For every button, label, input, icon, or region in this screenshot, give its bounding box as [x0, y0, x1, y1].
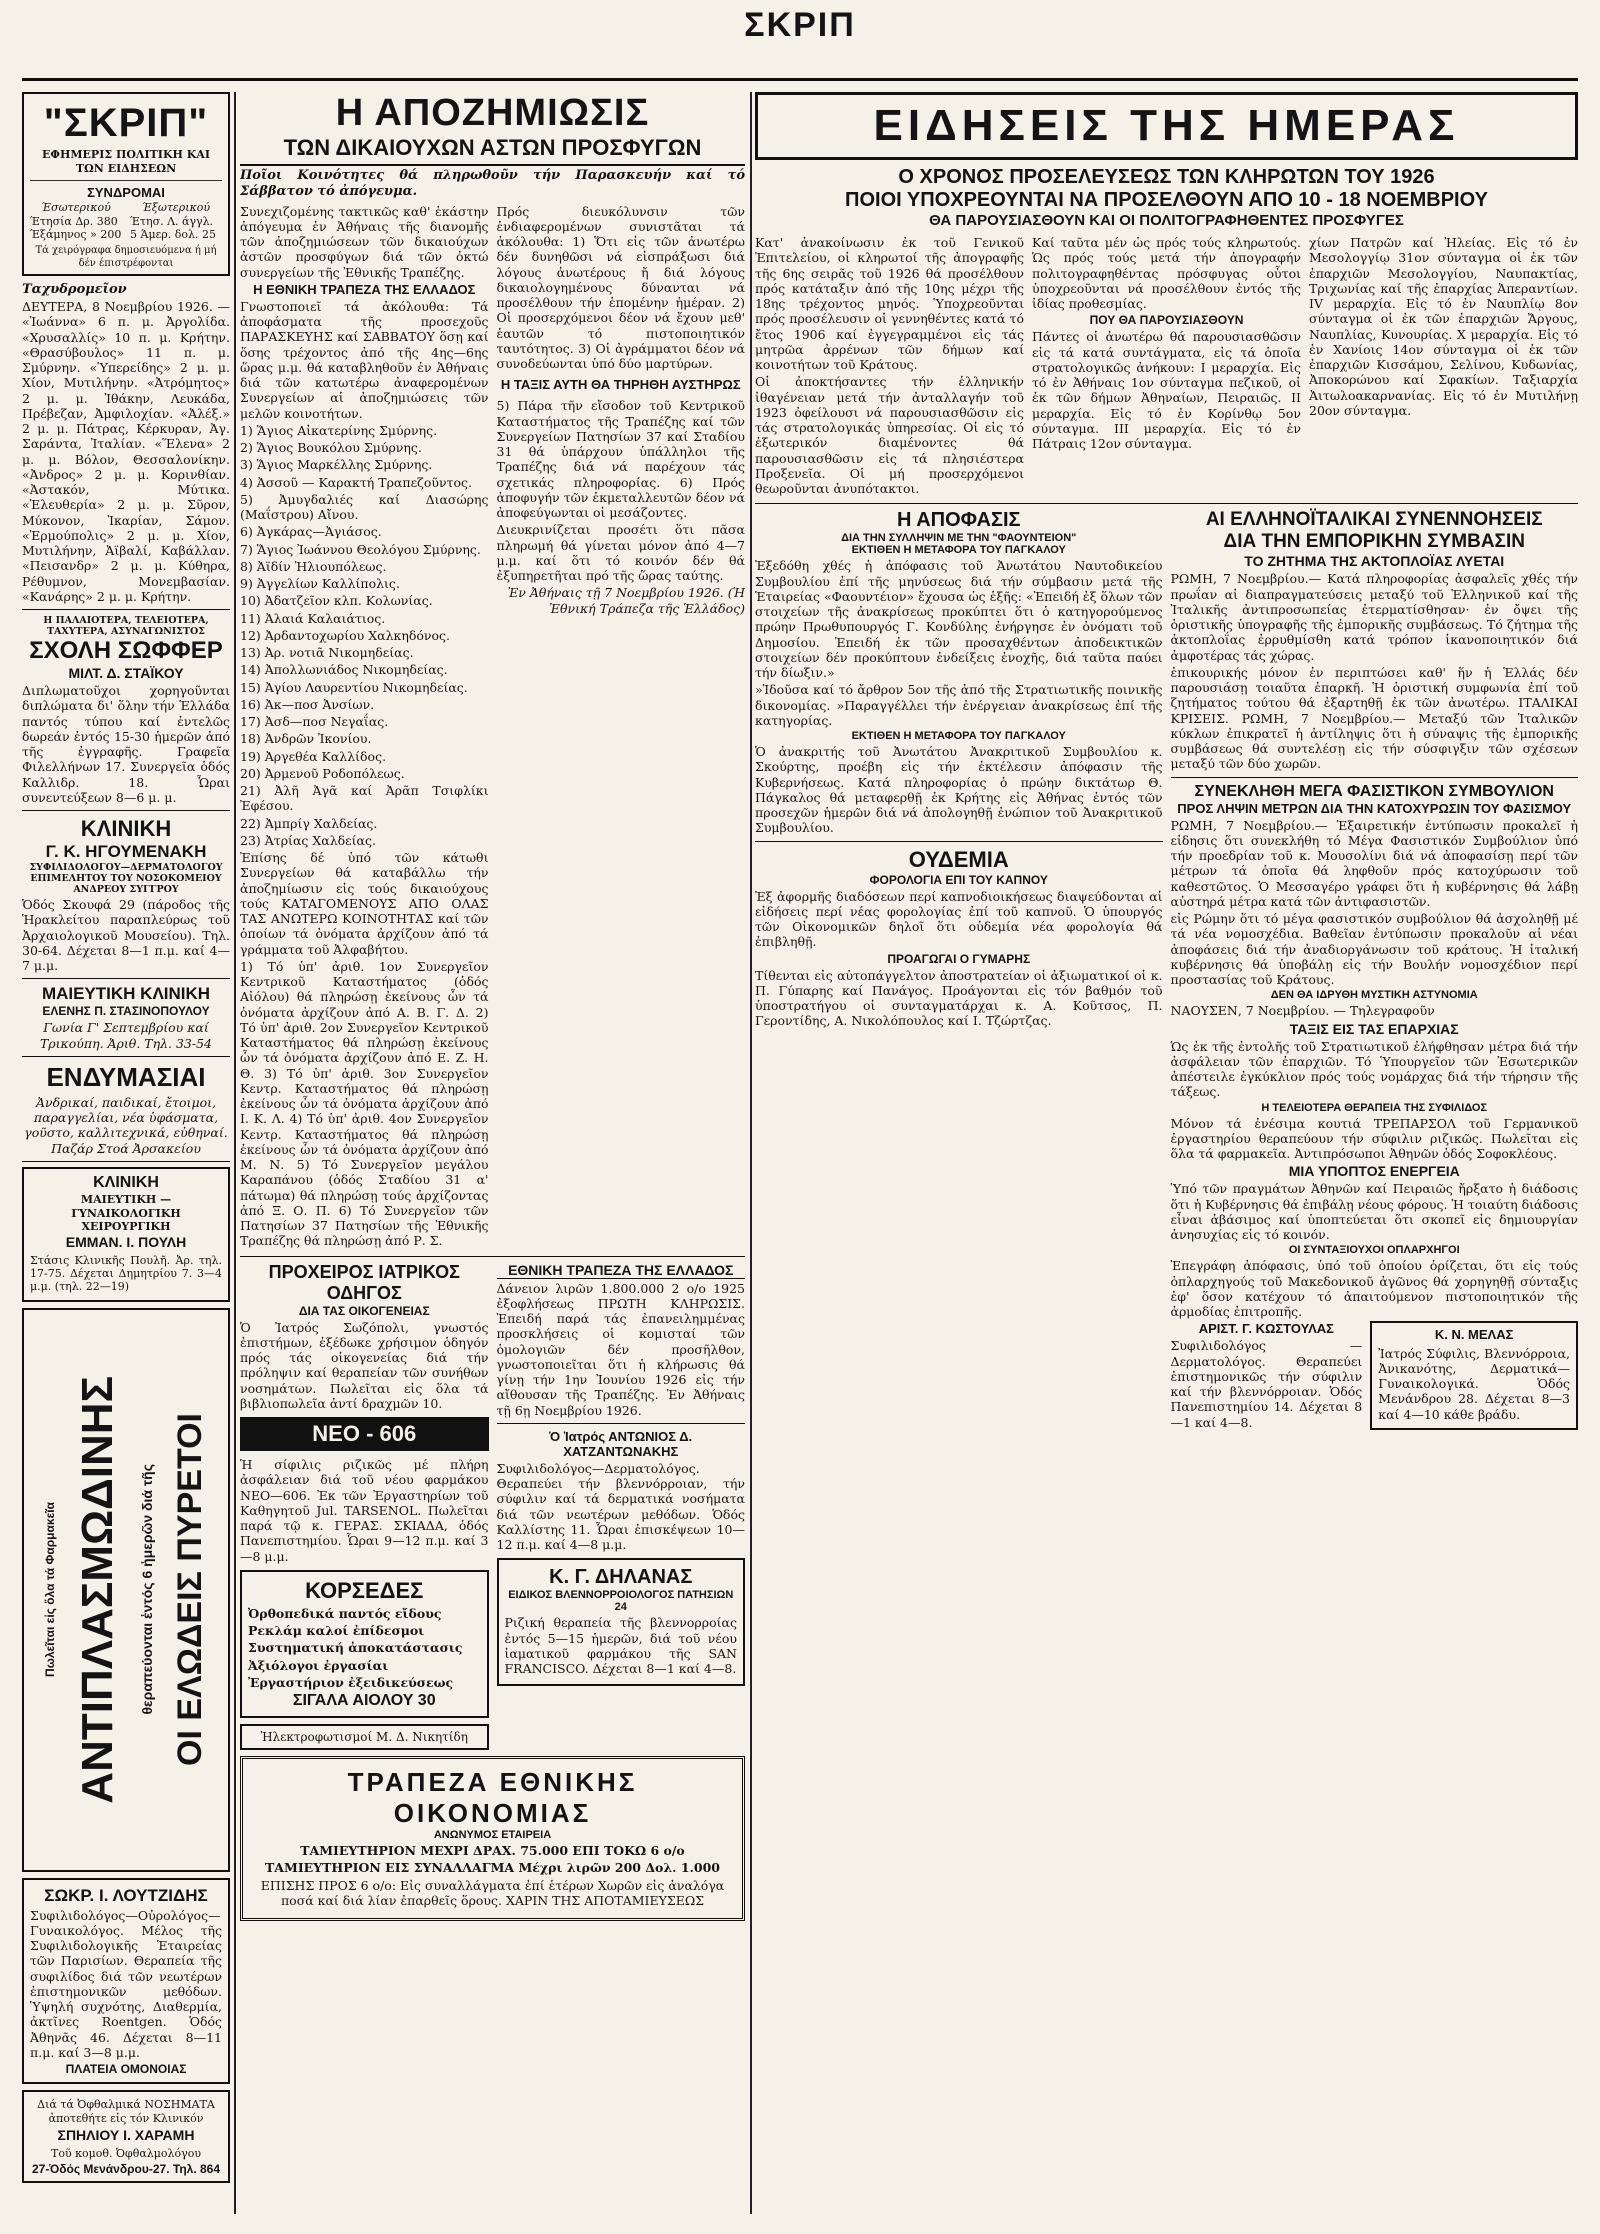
no-tax-text: Ἐξ ἀφορμῆς διαδόσεων περί καπνοδιοικήσεως διαψεύδονται αἱ εἰδήσεις περί νέας φορολογίας ἐπί τοῦ καπνοῦ. Ὁ ὑπουργός τῶν Οἰκονομικῶν δηλοῖ ὅτι οὐδεμία νέα φορολογία θά ἐπιβληθῇ. — [755, 888, 1163, 950]
maternity-ad-title: ΜΑΙΕΥΤΙΚΗ ΚΛΙΝΙΚΗ — [41, 984, 211, 1004]
economy-bank-title: ΤΡΑΠΕΖΑ ΕΘΝΙΚΗΣ ΟΙΚΟΝΟΜΙΑΣ — [347, 1767, 638, 1829]
post-office-section — [22, 282, 230, 604]
gyn-clinic-name: ΕΜΜΑΝ. Ι. ΠΟΥΛΗ — [65, 1234, 187, 1250]
community-list-item: 23) Ἀτρίας Χαλδείας. — [240, 832, 376, 848]
clothing-ad-title: ΕΝΔΥΜΑΣΙΑΙ — [46, 1061, 206, 1092]
post-office-heading: Ταχυδρομεῖον — [22, 282, 127, 297]
fever-remedy-ad — [22, 1308, 230, 1872]
secret-police-text: ΝΑΟΥΣΕΝ, 7 Νοεμβρίου. — Τηλεγραφοῦν — [1170, 1003, 1435, 1019]
foreign-label: Έξωτερικού — [141, 200, 211, 214]
optician-ad-role: Τοῦ κομοθ. Ὀφθαλμολόγου — [50, 2146, 202, 2160]
subscription-rates — [30, 201, 222, 242]
suspicious-heading: ΜΙΑ ΥΠΟΠΤΟΣ ΕΝΕΡΓΕΙΑ — [1288, 1163, 1460, 1180]
italy-subheading-2: ΤΟ ΖΗΤΗΜΑ ΤΗΣ ΑΚΤΟΠΛΟΪΑΣ ΛΥΕΤΑΙ — [1244, 553, 1505, 570]
economy-bank-line: ΤΑΜΙΕΥΤΗΡΙΟΝ ΜΕΧΡΙ ΔΡΑΧ. 75.000 ΕΠΙ ΤΟΚΩ 6 ο/ο — [300, 1843, 685, 1859]
domestic-label: Έσωτερικού — [41, 200, 111, 214]
fascist-heading: ΣΥΝΕΚΛΗΘΗ ΜΕΓΑ ΦΑΣΙΣΤΙΚΟΝ ΣΥΜΒΟΥΛΙΟΝ — [1194, 782, 1554, 800]
maternity-ad-text: Γωνία Γ' Σεπτεμβρίου καί Τρικούπη. Ἀριθ. Τηλ. 33-54 — [39, 1020, 213, 1051]
order-heading: ΤΑΞΙΣ ΕΙΣ ΤΑΣ ΕΠΑΡΧΙΑΣ — [1289, 1020, 1459, 1037]
gyn-clinic-title: ΚΛΙΝΙΚΗ — [93, 1173, 159, 1191]
maternity-ad-name: ΕΛΕΝΗΣ Π. ΣΤΑΣΙΝΟΠΟΥΛΟΥ — [42, 1004, 210, 1019]
daily-news-heading: ΕΙΔΗΣΕΙΣ ΤΗΣ ΗΜΕΡΑΣ — [873, 101, 1460, 150]
right-column — [755, 92, 1578, 2214]
gyn-clinic-subtitle: ΜΑΙΕΥΤΙΚΗ — ΓΥΝΑΙΚΟΛΟΓΙΚΗ ΧΕΙΡΟΥΡΓΙΚΗ — [71, 1192, 181, 1234]
medical-guide-subtitle: ΔΙΑ ΤΑΣ ΟΙΚΟΓΕΝΕΙΑΣ — [298, 1303, 430, 1318]
korsedes-shop: ΣΙΓΑΛΑ ΑΙΟΛΟΥ 30 — [292, 1692, 436, 1710]
manuscript-note: Τά χειρόγραφα δημοσιευόμενα ή μή δέν έπιστρέφονται — [35, 245, 217, 269]
masthead-box — [22, 92, 230, 276]
community-list-item: 3) Ἅγιος Μαρκέλλης Σμύρνης. — [240, 457, 433, 473]
korsedes-line: Ὀρθοπεδικά παντός εἴδους — [248, 1605, 442, 1621]
fever-ad-product: ΑΝΤΙΠΛΑΣΜΩΔΙΝΗΣ — [72, 1375, 122, 1804]
divider — [22, 810, 230, 811]
dilanas-role: ΕΙΔΙΚΟΣ ΒΛΕΝΝΟΡΡΟΙΟΛΟΓΟΣ ΠΑΤΗΣΙΩΝ 24 — [508, 1589, 734, 1614]
community-list-item: 13) Ἀρ. νοτιᾶ Νικομηδείας. — [240, 645, 414, 661]
community-list-item: 12) Ἀρδαντοχωρίου Χαλκηδόνος. — [240, 627, 450, 643]
bank-announcement-title: Η ΕΘΝΙΚΗ ΤΡΑΠΕΖΑ ΤΗΣ ΕΛΛΑΔΟΣ — [253, 281, 476, 297]
community-list-item: 11) Ἀλαιά Καλαιάτιος. — [240, 610, 386, 626]
divider — [240, 1256, 745, 1257]
clinic-ad-role: ΣΥΦΙΛΙΔΟΛΟΓΟΥ—ΔΕΡΜΑΤΟΛΟΓΟΥ ΕΠΙΜΕΛΗΤΟΥ ΤΟΥ ΝΟΣΟΚΟΜΕΙΟΥ ΑΝΔΡΕΟΥ ΣΥΓΓΡΟΥ — [29, 862, 223, 895]
community-list-item: 6) Ἀγκάρας—Ἀγιάσος. — [240, 524, 382, 540]
korsedes-line: Ρεκλάμ καλοί ἐπίδεσμοι — [248, 1623, 425, 1639]
divider — [30, 180, 222, 181]
community-list-item: 19) Ἀργεθέα Καλλίδος. — [240, 748, 387, 764]
right-lower-section — [755, 509, 1578, 1436]
divider — [22, 609, 230, 610]
doctor4-text: Ἰατρός Σύφιλις, Βλεννόρροια, Ἀνικανότης, Δερματικά—Γυναικολογικά. Ὁδός Μενάνδρου 28. Δέχεται 8—3 καί 4—10 κάθε βράδυ. — [1378, 1345, 1570, 1422]
compensation-text-f: 5) Πάρα τῆν εἴσοδον τοῦ Κεντρικοῦ Καταστήματος τῆς Τραπέζης καί τῶν Συνεργείων Πατησίων 37 καί Σταδίου 31 θά ὑπάρχουν ὑπάλληλοι τῆς Τραπέζης διά νά παρέχουν τάς σχετικάς πληροφορίας. 6) Πρός ἀποφυγήν τῶν ἐκμεταλλευτῶν δέον νά ἀποφεύγωνται οἱ μεσάζοντες. — [496, 398, 745, 521]
compensation-text-b: Γνωστοποιεῖ τά ἀκόλουθα: Τά ἀποφάσματα τῆς προσεχοῦς ΠΑΡΑΣΚΕΥΗΣ καί ΣΑΒΒΑΤΟΥ ὅσῃ καί ὅσης τρέχοντος ἀπό τῆς 4ης—6ης ὥρας μ.μ. θά καταβληθοῦν ἐν Ἀθήναις διά τῶν κατωτέρω ἀναφερομένων Συνεργείων αἱ ἀποζημιώσεις τῶν μελῶν κοινοτήτων. — [240, 298, 489, 421]
korsedes-title: ΚΟΡΣΕΔΕΣ — [305, 1577, 424, 1603]
divider — [22, 1056, 230, 1057]
compensation-text-c: Ἐπίσης δέ ὑπό τῶν κάτωθι Συνεργείων θά καταβάλλω τήν ἀποζημίωσιν εἰς τούς δικαιούχους τούς ΚΑΤΑΓΟΜΕΝΟΥΣ ΑΠΟ ΟΛΑΣ ΤΑΣ ΑΝΩΤΕΡΩ ΚΟΙΝΟΤΗΤΑΣ καί τῶν ὁποίων τά ὀνόματα ἀρχίζουν ἀπό τά γράμματα τοῦ Ἀλφαβήτου. — [240, 850, 489, 957]
column-divider — [234, 92, 236, 2214]
daily-news-banner — [755, 92, 1578, 160]
post-office-text: ΔΕΥΤΕΡΑ, 8 Νοεμβρίου 1926. — «Ἰωάννα» 6 π. μ. Ἀργολίδα. «Χρυσαλλίς» 10 π. μ. Κρήτην. «Θρασύβουλος» 11 π. μ. Σμύρνην. «Ὑπερείδης» 2 μ. μ. Χίον, Μυτιλήνην. «Ἀτρόμητος» 2 μ. μ. Ἰθάκην, Λευκάδα, Πρέβεζαν, Ἀμφιλοχίαν. «Ἀλέξ.» 2 μ. μ. Πάτρας, Κέρκυραν, Ἀγ. Σαράντα, Ἰταλίαν. «Ἕλενα» 2 μ. μ. Βόλον, Θεσσαλονίκην. «Ἀνδρος» 2 μ. μ. Κορινθίαν. «Ἀστακόν, Μύτικα. «Ἐλευθερία» 2 μ. μ. Σῦρον, Μύκονον, Ἰκαρίαν, Σάμον. «Ἐρμούπολις» 2 μ. μ. Χίον, Μυτιλήνην, Ἀϊβαλί, Καβάλλαν. «Πεισανδρ» 2 μ. μ. Κύθηρα, Ρέθυμνον, Μονεμβασίαν. «Κανάρης» 2 μ. μ. Κρήτην. — [22, 299, 230, 604]
units-text: χίων Πατρῶν καί Ἠλείας. Εἰς τό ἐν Μεσολογγίῳ 31ον σύνταγμα οἱ ἐκ τῶν ἐπαρχιῶν Μεσολογγίου, Ναυπακτίας, Τριχωνίας καί τῆς ἐπαρχίας Ἀπεραντίων. IV μεραρχία. Εἰς τό ἐν Ναυπλίῳ 8ον σύνταγμα οἱ ἐκ τῶν ἐπαρχιῶν Ἄργους, Ναυπλίας, Κυνουρίας. X μεραρχία. Εἰς τό ἐν Χανίοις 14ον σύνταγμα οἱ ἐκ τῶν ἐπαρχιῶν Κισσάμου, Σελίνου, Κυδωνίας, Ἀποκορώνου καί Σφακίων. Ταξιαρχία Ἀιτωλοακαρνανίας. Εἰς τό ἐν Μυτιλήνῃ 20ον σύνταγμα. — [1309, 235, 1578, 418]
domestic-rates: Έτησία Δρ. 380 Έξάμηνος » 200 — [30, 214, 122, 242]
community-list-item: 1) Ἅγιος Αἰκατερίνης Σμύρνης. — [240, 422, 438, 438]
doctor3-text: Συφιλιδολόγος — Δερματολόγος. Θεραπεύει ἐπιστημονικῶς τήν σύφιλιν καί τήν βλεννόρροιαν. Ὁδός Πανεπιστημίου 14. Δέχεται 8—1 καί 4—8. — [1170, 1338, 1363, 1430]
school-ad-text: Διπλωματοῦχοι χορηγοῦνται διπλώματα δι' ὅλην τήν Ἑλλάδα παντός τύπου καί ἐντελῶς δωρεάν ἐντός 15-30 ἡμερῶν ἀπό τῆς ἐγγραφῆς. Γραφεῖα Φιλελλήνων 17. Συνεργεῖα ὁδός Καλλιδρ. 18. Ὧραι συνεντεύξεων 8—6 μ. μ. — [22, 683, 230, 805]
neo606-text: Ἡ σίφιλις ριζικῶς μέ πλήρη ἀσφάλειαν διά τοῦ νέου φαρμάκου ΝΕΟ—606. Ἐκ τῶν Ἐργαστηρίων τοῦ Καθηγητοῦ Jul. TARSENOL. Πωλεῖται παρά τῷ κ. ΓΕΡΑΣ. ΣΚΙΑΔΑ, ὁδός Πανεπιστημίου. Ὧραι 9—12 π.μ. καί 3—8 μ.μ. — [240, 1457, 489, 1564]
fascist-right-text: εἰς Ρώμην ὅτι τό μέγα φασιστικόν συμβούλιον θά ἀσχοληθῇ μέ τά νέα νομοσχέδια. Βαθεῖαν ἐντύπωσιν προκαλοῦν αἱ νέαι ἀποφάσεις διά τήν ἀναδιοργάνωσιν τοῦ κράτους. Ἡ ἰταλική κυβέρνησις θά ὑποβάλῃ εἰς τήν Βουλήν νομοσχέδιον περί προστασίας τοῦ Κράτους. — [1170, 911, 1578, 987]
community-list-item: 4) Ἀσσοῦ — Καρακτή Τραπεζοῦντος. — [240, 474, 472, 490]
fever-ad-claim: θεραπεύονται ἐντός 6 ἡμερῶν διά τῆς — [138, 1464, 155, 1715]
fascist-subheading: ΠΡΟΣ ΛΗΨΙΝ ΜΕΤΡΩΝ ΔΙΑ ΤΗΝ ΚΑΤΟΧΥΡΩΣΙΝ ΤΟΥ ΦΑΣΙΣΜΟΥ — [1177, 800, 1572, 816]
italy-subheading: ΔΙΑ ΤΗΝ ΕΜΠΟΡΙΚΗΝ ΣΥΜΒΑΣΙΝ — [1223, 531, 1525, 553]
compensation-heading: Η ΑΠΟΖΗΜΙΩΣΙΣ — [335, 92, 650, 134]
italy-right-text: ἐπικουρικής μόνον ἐν περιπτώσει καθ' ἥν ἡ Ἑλλάς δέν παρουσιάσῃ τοιαῦτα ἐπαρκῆ. Ἡ ὁριστική συμφωνία ἐπί τοῦ ζητήματος τούτου θά ἐξαρτηθῇ ἐκ τῶν ἀνωτέρω. ΙΤΑΛΙΚΑΙ ΚΡΙΣΕΙΣ. ΡΩΜΗ, 7 Νοεμβρίου.— Μεταξύ τῶν Ἰταλικῶν κύκλων ἐπικρατεῖ ἡ ἀντίληψις ὅτι ἡ σύναψις τῆς ἐμπορικῆς συμβάσεως θά συντελέσῃ εἰς τήν σύσφιγξιν τῶν σχέσεων μεταξύ τῶν δύο χωρῶν. — [1170, 664, 1578, 772]
doctor4-name: Κ. Ν. ΜΕΛΑΣ — [1434, 1327, 1514, 1343]
medical-guide-text: Ὁ Ἰατρός Σωζόπολι, γνωστός ἐπιστήμων, ἐξέδωκε χρήσιμον ὁδηγόν πρός τάς οἰκογενείας διά τήν πρόληψιν καί θεραπείαν τῶν συνήθων νοσημάτων. Πωλεῖται εἰς ὅλα τά βιβλιοπωλεῖα ἀντί δραχμῶν 10. — [240, 1319, 489, 1411]
fascist-text: ΡΩΜΗ, 7 Νοεμβρίου.— Ἐξαιρετικήν ἐντύπωσιν προκαλεῖ ἡ εἰδησις ὅτι συνεκλήθη τό Μέγα Φασιστικόν Συμβούλιον ὑπό τήν προεδρίαν τοῦ κ. Μουσολίνι διά νά ἀποφασίσῃ περί τῶν μέτρων τά ὁποῖα θά ληφθοῦν πρός κατοχύρωσιν τοῦ καθεστῶτος. Ὁ Μεσσαγέρο γράφει ὅτι ἡ κυβέρνησις θά λάβῃ αὐστηρά μέτρα κατά τῶν ἀντιφασιστῶν. — [1170, 817, 1578, 909]
page-header — [0, 0, 1600, 92]
doctor-ad — [22, 1878, 230, 2085]
school-ad — [22, 615, 230, 805]
community-list-item: 14) Ἀπολλωνιάδος Νικομηδείας. — [240, 662, 448, 678]
community-list-item: 9) Ἀγγελίων Καλλίπολις. — [240, 576, 400, 592]
dilanas-name: Κ. Γ. ΔΗΛΑΝΑΣ — [549, 1566, 693, 1589]
treatment-text: Μόνον τά ἐνέσιμα κουτιά ΤΡΕΠΑΡΣΟΛ τοῦ Γερμανικοῦ ἐργαστηρίου θεραπεύουν τήν σύφιλιν ριζικῶς. Πωλεῖται εἰς ὅλα τά φαρμακεῖα. Ἀντιπρόσωποι Ἀθηνῶν ὁδός Σοφοκλέους. — [1170, 1115, 1578, 1161]
header-rule — [22, 78, 1578, 81]
community-list-item: 10) Ἀδατζεῖον κλπ. Κολωνίας. — [240, 593, 433, 609]
divider — [22, 978, 230, 979]
clinic-ad-name: Γ. Κ. ΗΓΟΥΜΕΝΑΚΗ — [45, 842, 207, 861]
draftees-lead-a: Κατ' ἀνακοίνωσιν ἐκ τοῦ Γενικοῦ Ἐπιτελείου, οἱ κληρωτοί τῆς ἀπογραφῆς τῆς 6ης σειρᾶς τοῦ 1926 θά προσέλθουν πρός κατάταξιν ἀπό τῆς 10ης μέχρι τῆς 18ης τρέχοντος μηνός. Ὑποχρεοῦνται πρός προσέλευσιν οἱ γεννηθέντες κατά τό ἔτος 1906 καί ἐγγεγραμμένοι εἰς τάς μητρῶα ἀρρένων τῶν δήμων καί κοινοτήτων τοῦ Κράτους. — [755, 235, 1024, 372]
subscriptions-label: ΣΥΝΔΡΟΜΑΙ — [87, 184, 165, 200]
doctor-ad-footer: ΠΛΑΤΕΙΑ ΟΜΟΝΟΙΑΣ — [65, 2062, 187, 2077]
divider — [22, 1161, 230, 1162]
pensions-heading: ΟΙ ΣΥΝΤΑΞΙΟΥΧΟΙ ΟΠΛΑΡΧΗΓΟΙ — [1288, 1244, 1460, 1257]
secret-police-heading: ΔΕΝ ΘΑ ΙΔΡΥΘΗ ΜΥΣΤΙΚΗ ΑΣΤΥΝΟΜΙΑ — [1270, 989, 1478, 1002]
community-list-item: 15) Ἀγίου Λαυρεντίου Νικομηδείας. — [240, 679, 468, 695]
compensation-subheading: ΤΩΝ ΔΙΚΑΙΟΥΧΩΝ ΑΣΤΩΝ ΠΡΟΣΦΥΓΩΝ — [240, 135, 745, 166]
left-column — [22, 92, 230, 2214]
medical-guide-title: ΠΡΟΧΕΙΡΟΣ ΙΑΤΡΙΚΟΣ ΟΔΗΓΟΣ — [268, 1261, 460, 1303]
decision-side-text: »Ἰδοῦσα καί τό ἄρθρον 5ον τῆς ἀπό τῆς Στρατιωτικῆς ποινικῆς δικονομίας. »Παραγγέλλει τήν ἐνέργειαν ἀνακρίσεως ἐπί τῆς κατηγορίας. — [755, 682, 1163, 728]
dilanas-ad — [497, 1558, 746, 1686]
clinic-ad-title: ΚΛΙΝΙΚΗ — [80, 816, 172, 841]
clinic-ad — [22, 816, 230, 973]
clothing-ad-text: Ἀνδρικαί, παιδικαί, ἔτοιμοι, παραγγελίαι, νέα ὑφάσματα, γοῦστο, καλλιτεχνικά, εὐθηναί. Παζάρ Στοά Ἀρσακείου — [24, 1094, 228, 1156]
no-tax-heading: ΟΥΔΕΜΙΑ — [908, 846, 1009, 872]
optician-ad-name: ΣΠΗΛΙΟΥ Ι. ΧΑΡΑΜΗ — [57, 2127, 195, 2144]
community-list-item: 8) Ἀϊδίν Ἠλιουπόλεως. — [240, 558, 387, 574]
draftees-refugees-line: ΘΑ ΠΑΡΟΥΣΙΑΣΘΟΥΝ ΚΑΙ ΟΙ ΠΟΛΙΤΟΓΡΑΦΗΘΕΝΤΕΣ ΠΡΟΣΦΥΓΕΣ — [929, 212, 1404, 229]
doctor-ad-name: ΣΩΚΡ. Ι. ΛΟΥΤΖΙΔΗΣ — [44, 1885, 208, 1905]
gyn-clinic-text: Στάσις Κλινικῆς Πουλῆ. Ἀρ. τηλ. 17-75. Δέχεται Δημητρίου 7. 3—4 μ.μ. (τηλ. 22—19) — [30, 1253, 222, 1294]
clinic-ad-text: Ὁδός Σκουφά 29 (πάροδος τῆς Ἡρακλείτου παραπλεύρως τοῦ Ἀρχαιολογικοῦ Μουσείου). Τηλ. 30-64. Δέχεται 8—1 π.μ. καί 4—7 μ.μ. — [22, 897, 230, 973]
draftees-subheading: ΠΟΙΟΙ ΥΠΟΧΡΕΟΥΝΤΑΙ ΝΑ ΠΡΟΣΕΛΘΟΥΝ ΑΠΟ 10 - 18 ΝΟΕΜΒΡΙΟΥ — [845, 189, 1488, 211]
divider — [755, 841, 1163, 842]
promotions-text: Τίθενται εἰς αὐτοπάγγελτον ἀποστρατείαν οἱ ἀξιωματικοί οἱ κ. Π. Γύπαρης καί Πανάγος. Προάγονται εἰς τόν βαθμόν τοῦ ὑποστρατήγου οἱ συνταγματάρχαι κ. Α. Κοῦτσος, Π. Γεροντίδης, Α. Νικολόπουλος καί Ι. Τζώρτζας. — [755, 967, 1163, 1029]
newspaper-subtitle: ΕΦΗΜΕΡΙΣ ΠΟΛΙΤΙΚΗ ΚΑΙ ΤΩΝ ΕΙΔΗΣΕΩΝ — [42, 148, 210, 175]
school-ad-title: ΣΧΟΛΗ ΣΩΦΦΕΡ — [29, 637, 223, 664]
community-list-item: 16) Ἀκ—ποσ Ἀνσίων. — [240, 696, 375, 712]
community-list-item: 22) Ἀμπρίγ Χαλδείας. — [240, 815, 378, 831]
community-list-item: 5) Ἀμυγδαλιές καί Διασώρης (Μαΐστρου) Αἴνου. — [240, 491, 489, 523]
gyn-clinic-ad — [22, 1167, 230, 1302]
optician-ad-intro: Διά τά Ὀφθαλμικά ΝΟΣΗΜΑΤΑ ἀποτεθήτε εἰς τόν Κλινικόν — [37, 2098, 215, 2125]
warning-heading: Η ΤΑΞΙΣ ΑΥΤΗ ΘΑ ΤΗΡΗΘΗ ΑΥΣΤΗΡΩΣ — [500, 377, 741, 393]
korsedes-line: Συστηματική ἀποκατάστασις — [248, 1640, 463, 1656]
page-masthead: ΣΚΡΙΠ — [744, 6, 856, 44]
draftees-lead-c: Καί ταῦτα μέν ὡς πρός τούς κληρωτούς. Ὡς πρός τούς μετά τήν ἀπογραφήν πολιτογραφηθέντας πρόσφυγας οὗτοι ὑποχρεοῦνται νά προσέλθουν ἐντός τῆς ἰδίας προθεσμίας. — [1032, 235, 1301, 311]
optician-ad-address: 27-Ὁδός Μενάνδρου-27. Τηλ. 864 — [31, 2161, 221, 2176]
promotions-heading: ΠΡΟΑΓΩΓΑΙ Ο ΓΥΜΑΡΗΣ — [887, 951, 1031, 966]
economy-bank-sub: ΑΝΩΝΥΜΟΣ ΕΤΑΙΡΕΙΑ — [433, 1829, 552, 1842]
italy-text: ΡΩΜΗ, 7 Νοεμβρίου.— Κατά πληροφορίας ἀσφαλεῖς χθές τήν πρωΐαν αἱ διαπραγματεύσεις μεταξύ τοῦ Ἑλληνικοῦ καί τῆς Ἰταλικῆς ἀντιπροσωπείας ἐτερματίσθησαν· ἐν ὄψει τῆς ὁριστικῆς ὑπογραφῆς τῆς ἐμπορικῆς συμβάσεως. Τό ζήτημα τῆς ἀκτοπλοΐας ἐρρυθμίσθη κατά τρόπον ἱκανοποιητικόν διά ἀμφοτέρας τάς χώρας. — [1170, 571, 1578, 663]
suspicious-text: Ὑπό τῶν πραγμάτων Ἀθηνῶν καί Πειραιῶς ἤρξατο ἡ διάδοσις ὅτι ἡ Κυβέρνησις θά ἐπιβάλῃ νέους φόρους. Ἡ τοιαύτη διάδοσις εἶναι ἀβάσιμος καί ὑποπτεύεται ὅτι σκοπεῖ εἰς δημιουργίαν ἀνησυχίας εἰς τό κοινόν. — [1170, 1181, 1578, 1242]
national-bank-text: Δάνειον λιρῶν 1.800.000 2 ο/ο 1925 ἐξοφλήσεως ΠΡΩΤΗ ΚΛΗΡΩΣΙΣ. Ἐπειδή παρά τάς ἐπανειλημμένας προσκλήσεις οἱ κομισταί τῶν ὁμολογιῶν δέν προσῆλθον, γνωστοποιεῖται ὅτι ἡ κλήρωσις θά γίνῃ τήν 1ην Ἰουνίου 1926 εἰς τήν αἴθουσαν τῆς Τραπέζης. Ἐν Ἀθήναις τῇ 6ῃ Νοεμβρίου 1926. — [496, 1280, 745, 1418]
compensation-body — [240, 202, 745, 1251]
where-heading: ΠΟΥ ΘΑ ΠΑΡΟΥΣΙΑΣΘΟΥΝ — [1089, 313, 1244, 328]
compensation-text-e: Πρός διευκόλυνσιν τῶν ἐνδιαφερομένων συνιστᾶται τά ἀκόλουθα: 1) Ὅτι εἰς τῶν ἀνωτέρω δέν δυνηθῶσι νά εἰσπράξωσι διά λόγους ἀνωτέρους ἤ διά λόγους δικαιολογημένους δύνανται νά προσέλθουν τήν ἑπομένην ἡμέραν. 2) Οἱ προσερχόμενοι δέον νά ἔχουν μεθ' ἑαυτῶν τό πιστοποιητικόν ταυτότητος. 3) Οἱ ἀγράμματοι δέον νά συνοδεύωνται ὑπό δύο μαρτύρων. — [496, 203, 745, 372]
maternity-ad — [22, 984, 230, 1051]
korsedes-ad — [240, 1570, 489, 1718]
middle-column — [240, 92, 745, 2214]
compensation-text-a: Συνεχιζομένης τακτικῶς καθ' ἑκάστην ἀπόγευμα ἐν Ἀθήναις τῆς διανομῆς τῶν ἀποζημιώσεων τῶν δικαιούχων ἀστῶν προσφύγων διά τῶν ὀκτώ συνεργείων τῆς Ἐθνικῆς Τραπέζης. — [240, 203, 489, 280]
newspaper-title: "ΣΚΡΙΠ" — [43, 101, 209, 145]
where-text: Πάντες οἱ ἀνωτέρω θά παρουσιασθῶσιν εἰς τά κατά συντάγματα, εἰς τά ὁποῖα στρατολογικῶς ἀνήκουν: I μεραρχία. Εἰς τό ἐν Ἀθήναις 1ον σύνταγμα πεζικοῦ, οἱ ἐκ τῶν δήμων Ἀθηναίων, Πειραιῶς. II μεραρχία. Εἰς τό ἐν Κορίνθῳ 5ον σύνταγμα. III μεραρχία. Εἰς τό ἐν Πάτραις 12ον σύνταγμα. — [1032, 329, 1301, 451]
draftees-heading: Ο ΧΡΟΝΟΣ ΠΡΟΣΕΛΕΥΣΕΩΣ ΤΩΝ ΚΛΗΡΩΤΩΝ ΤΟΥ 1926 — [898, 166, 1435, 188]
pensions-text: Ἐπεγράφη ἀπόφασις, ὑπό τοῦ ὁποίου ὁρίζεται, ὅτι εἰς τούς ὁπλαρχηγούς τοῦ Μακεδονικοῦ ἀγῶνος θά χορηγηθῇ σύνταξις ἐφ' ὅσον κατέχουν τό ἀπαιτούμενον πιστοποιητικόν τῆς ἀρμοδίας ἐπιτροπῆς. — [1170, 1258, 1578, 1319]
no-tax-subheading: ΦΟΡΟΛΟΓΙΑ ΕΠΙ ΤΟΥ ΚΑΠΝΟΥ — [869, 872, 1048, 887]
doctor2-name: Ὁ Ἰατρός ΑΝΤΩΝΙΟΣ Δ. ΧΑΤΖΑΝΤΩΝΑΚΗΣ — [549, 1428, 693, 1459]
compensation-text-g: Διευκρινίζεται προσέτι ὅτι πᾶσα πληρωμή θά γίνεται μόνον ἀπό 4—7 μ.μ. καί ὅτι τό κοινόν δέν θά ἐξυπηρετῆται πρό τῆς ὥρας ταύτης. — [496, 522, 745, 584]
community-list-item: 2) Ἅγιος Βουκόλου Σμύρνης. — [240, 440, 422, 456]
italy-heading: ΑΙ ΕΛΛΗΝΟΪΤΑΛΙΚΑΙ ΣΥΝΕΝΝΟΗΣΕΙΣ — [1205, 509, 1543, 531]
middle-lower-section — [240, 1262, 745, 1751]
optician-ad — [22, 2090, 230, 2183]
order-text: Ὡς ἐκ τῆς ἐντολῆς τοῦ Στρατιωτικοῦ ἐλήφθησαν μέτρα διά τήν ἀσφάλειαν τῶν ἐπαρχιῶν. Τό Ὑπουργεῖον τῶν Ἐσωτερικῶν ἀπέστειλε ἐγκύκλιον πρός τούς νομάρχας διά τήν τήρησιν τῆς τάξεως. — [1170, 1038, 1578, 1100]
school-ad-name: ΜΙΛΤ. Δ. ΣΤΑΪΚΟΥ — [68, 665, 184, 681]
neo606-title: ΝΕΟ - 606 — [240, 1417, 489, 1451]
compensation-signoff: Ἐν Ἀθήναις τῇ 7 Νοεμβρίου 1926. (Ἡ Ἐθνική Τράπεζα τῆς Ἑλλάδος) — [507, 585, 745, 616]
compensation-lede: Ποῖοι Κοινότητες θά πληρωθοῦν τήν Παρασκευήν καί τό Σάββατον τό ἀπόγευμα. — [240, 168, 745, 199]
draftees-lead-b: Οἱ ἀποκτήσαντες τήν ἑλληνικήν ἰθαγένειαν μετά τήν ἀνταλλαγήν τοῦ 1923 ὀφείλουσι νά παρουσιασθῶσιν εἰς τάς στρατολογικάς ὑπηρεσίας. Οἱ εἰς τό ἐξωτερικόν διαμένοντες θά παρουσιασθῶσιν εἰς τά πλησιέστερα Προξενεῖα. Οἱ μή προσερχόμενοι θεωροῦνται ἀνυπότακτοι. — [755, 374, 1024, 496]
doctor2-text: Συφιλιδολόγος—Δερματολόγος. Θεραπεύει τήν βλεννόρροιαν, τήν σύφιλιν καί τά δερματικά νοσήματα διά τῶν νεωτέρων μεθόδων. Ὁδός Καλλίστης 11. Ὧραι ἐπισκέψεων 10—12 π.μ. καί 4—8 μ.μ. — [496, 1460, 745, 1553]
fever-ad-pharmacies: Πωλεῖται εἰς ὅλα τά Φαρμακεῖα — [42, 1502, 57, 1678]
doctor3-name: ΑΡΙΣΤ. Γ. ΚΩΣΤΟΥΛΑΣ — [1198, 1321, 1334, 1337]
divider — [755, 503, 1578, 504]
economy-bank-line: ΤΑΜΙΕΥΤΗΡΙΟΝ ΕΙΣ ΣΥΝΑΛΛΑΓΜΑ Μέχρι λιρῶν 200 Δολ. 1.000 — [265, 1860, 720, 1876]
decision-subheading-2: ΕΚΤΙΘΕΝ Η ΜΕΤΑΦΟΡΑ ΤΟΥ ΠΑΓΚΑΛΟΥ — [851, 544, 1066, 557]
column-divider — [750, 92, 752, 2214]
fever-ad-headline: ΟΙ ΕΛΩΔΕΙΣ ΠΥΡΕΤΟΙ — [170, 1413, 209, 1767]
decision-heading: Η ΑΠΟΦΑΣΙΣ — [896, 509, 1021, 532]
community-list-item: 17) Ἀσδ—ποσ Νεγαΐας. — [240, 714, 389, 730]
treatment-heading: Η ΤΕΛΕΙΟΤΕΡΑ ΘΕΡΑΠΕΙΑ ΤΗΣ ΣΥΦΙΛΙΔΟΣ — [1261, 1101, 1488, 1114]
divider — [1171, 777, 1579, 778]
electric-ad: Ἠλεκτροφωτισμοί Μ. Δ. Νικητίδη — [240, 1724, 489, 1750]
economy-bank-line: ΕΠΙΣΗΣ ΠΡΟΣ 6 ο/ο: Εἰς συναλλάγματα ἐπί ἑτέρων Χωρῶν εἰς ἀναλόγα ποσά καί διά λίαν ἐπαρθεῖς ὅρους. ΧΑΡΙΝ ΤΗΣ ΑΠΟΤΑΜΙΕΥΣΕΩΣ — [260, 1877, 725, 1908]
compensation-text-d: 1) Τό ὑπ' ἀριθ. 1ον Συνεργεῖον Κεντρικοῦ Καταστήματος (ὁδός Αἰόλου) θά πληρώσῃ ἐκείνους ὧν τά ὀνόματα ἀρχίζουν ἀπό Α. Β. Γ. Δ. 2) Τό ὑπ' ἀριθ. 2ον Συνεργεῖον Κεντρικοῦ Καταστήματος θά πληρώσῃ ἐκείνους ὧν τά ὀνόματα ἀρχίζουν ἀπό Ε. Ζ. Η. Θ. 3) Τό ὑπ' ἀριθ. 3ον Συνεργεῖον Κεντρ. Καταστήματος θά πληρώσῃ ἐκείνους ὧν τά ὀνόματα ἀρχίζουν ἀπό Ι. Κ. Λ. 4) Τό ὑπ' ἀριθ. 4ον Συνεργεῖον Κεντρ. Καταστήματος θά πληρώσῃ ἐκείνους ὧν τά ὀνόματα ἀρχίζουν ἀπό Μ. Ν. 5) Τό Συνεργεῖον μεγάλου Καραπάνου (ὁδός Σταδίου 31 α' πάτωμα) θά πληρώσῃ τούς ἀρχίζοντας ἀπό Ξ. Ο. Π. 6) Τό Συνεργεῖον τῶν Πατησίων 37 Πατησίων τῆς Ἐθνικῆς Τραπέζης θά πληρώσῃ ἀπό Ρ. Σ. — [240, 958, 489, 1249]
economy-bank-ad — [240, 1756, 745, 1921]
draftees-article — [755, 233, 1578, 498]
dilanas-text: Ριζική θεραπεία τῆς βλεννορροίας ἐντός 5—15 ἡμερῶν, διά τοῦ νέου ἰαματικοῦ φαρμάκου τῆς SAN FRANCISCO. Δέχεται 8—1 καί 4—8. — [504, 1615, 737, 1677]
community-list-item: 21) Ἀλῆ Ἀγᾶ καί Ἀρᾶπ Τσιφλίκι Ἐφέσου. — [240, 783, 489, 814]
pangalos-heading: ΕΚΤΙΘΕΝ Η ΜΕΤΑΦΟΡΑ ΤΟΥ ΠΑΓΚΑΛΟΥ — [851, 730, 1066, 742]
doctor-ad-text: Συφιλιδολόγος—Οὐρολόγος—Γυναικολόγος. Μέλος τῆς Συφιλιδολογικῆς Ἑταιρείας τῶν Παρισίων. Θεραπεία τῆς συφιλίδος διά τῶν νεωτέρων ἐπιστημονικῶν μεθόδων. Ὑψηλή συχνότης, Διαθερμία, ἀκτῖνες Roentgen. Ὁδός Ἀθηνᾶς 46. Δέχεται 8—11 π.μ. καί 3—8 μ.μ. — [30, 1907, 222, 2060]
national-bank-title: ΕΘΝΙΚΗ ΤΡΑΠΕΖΑ ΤΗΣ ΕΛΛΑΔΟΣ — [497, 1262, 746, 1279]
decision-text: Ἐξεδόθη χθές ἡ ἀπόφασις τοῦ Ἀνωτάτου Ναυτοδικείου Συμβουλίου ἐπί τῆς μηνύσεως διά τήν σύμβασιν μετά τῆς Ἑταιρείας «Φαουντέιον» ἔχουσα ὡς ἑξῆς: «Ἐπειδή ἐξ ὅλων τῶν στοιχείων τῆς ἀνακρίσεως προκύπτει ὅτι ὁ κατηγορούμενος πρώην Πρωθυπουργός Γ. Κονδύλης ἐνήργησε ἐν ὀνόματι τοῦ Δημοσίου. Ἐπειδή ἐκ τῶν προσαχθέντων ἀποδεικτικῶν στοιχείων δέν προκύπτουν ἐνδείξεις ἐνοχῆς, διά ταῦτα παύει τήν δίωξιν.» — [755, 558, 1163, 680]
pangalos-text: Ὁ ἀνακριτής τοῦ Ἀνωτάτου Ἀνακριτικοῦ Συμβουλίου κ. Σκούρτης, προέβη εἰς τήν ἐκτέλεσιν ἀπόφασιν τῆς Κυβερνήσεως. Κατά πληροφορίας ὁ πρώην δικτάτωρ Θ. Πάγκαλος θά μεταφερθῇ ἐκ Κρήτης εἰς Ἀθήνας ἐντός τῶν προσεχῶν ἡμερῶν διά νά ἀπολογηθῇ ἐνώπιον τοῦ Ἀνακριτικοῦ Συμβουλίου. — [755, 744, 1163, 836]
community-list-item: 7) Ἅγιος Ἰωάννου Θεολόγου Σμύρνης. — [240, 541, 481, 557]
divider — [497, 1423, 746, 1424]
decision-subheading: ΔΙΑ ΤΗΝ ΣΥΛΛΗΨΙΝ ΜΕ ΤΗΝ "ΦΑΟΥΝΤΕΙΟΝ" — [841, 532, 1077, 545]
doctor-ads-row — [1171, 1321, 1579, 1436]
community-list-item: 20) Ἀρμενοῦ Ροδοπόλεως. — [240, 765, 405, 781]
korsedes-line: Ἐργαστήριον ἐξειδικεύσεως — [248, 1674, 454, 1690]
community-list-item: 18) Ἀνδρῶν Ἰκονίου. — [240, 731, 372, 747]
korsedes-line: Ἀξιόλογοι ἐργασίαι — [248, 1657, 389, 1673]
clothing-ad — [22, 1062, 230, 1156]
school-ad-tagline: Η ΠΑΛΑΙΟΤΕΡΑ, ΤΕΛΕΙΟΤΕΡΑ, ΤΑΧΥΤΕΡΑ, ΑΣΥΝΑΓΩΝΙΣΤΟΣ — [43, 615, 209, 637]
foreign-rates: Έτησ. Λ. άγγλ. 5 Άμερ. δολ. 25 — [130, 214, 216, 242]
